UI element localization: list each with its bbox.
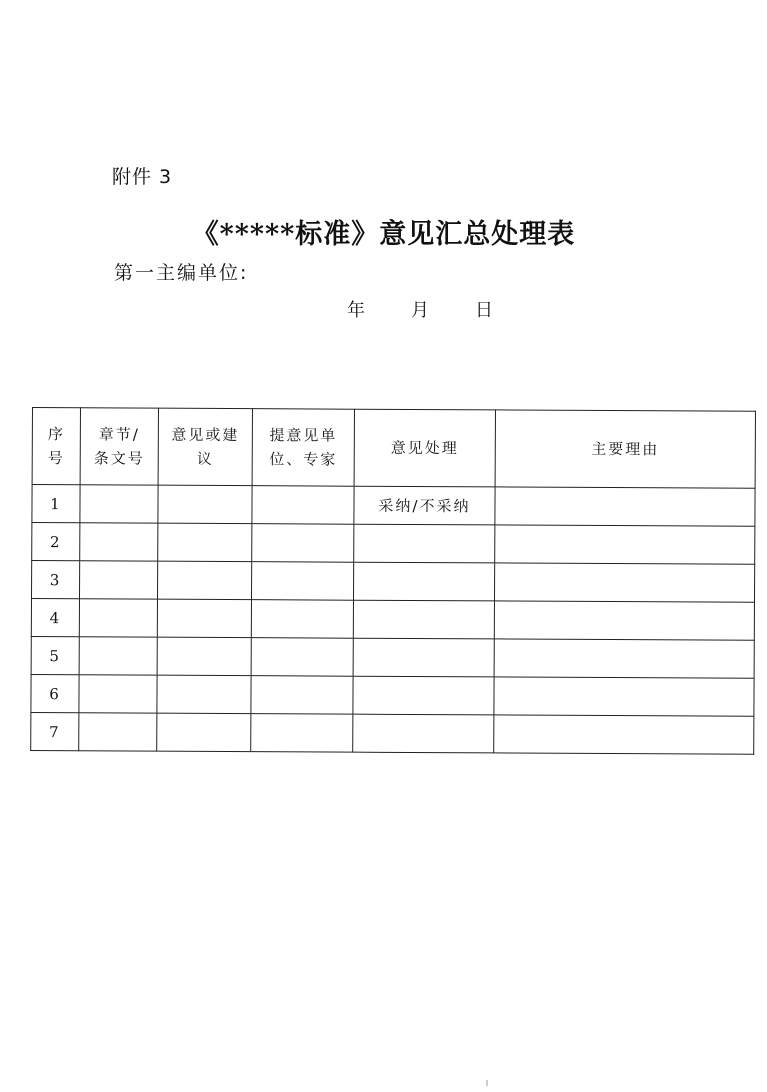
header-proposer-line-1: 提意见单 [269, 426, 338, 445]
cell-handling [353, 600, 494, 639]
header-opinion-line-2: 议 [196, 449, 214, 468]
header-reason: 主要理由 [495, 410, 755, 488]
header-section-line-2: 条文号 [93, 449, 145, 468]
table-header-row [32, 408, 755, 489]
opinion-summary-table [30, 407, 756, 755]
cell-seq: 4 [31, 599, 79, 637]
date-day-label: 日 [475, 300, 493, 321]
date-year-label: 年 [347, 300, 365, 321]
cell-opinion [157, 637, 251, 675]
cell-handling [353, 638, 494, 677]
header-section [80, 408, 158, 485]
cell-reason [494, 563, 754, 602]
cell-section [79, 599, 157, 637]
cell-proposer [252, 486, 354, 525]
cell-opinion [157, 713, 251, 751]
chief-editor-label: 第一主编单位: [114, 262, 249, 284]
cell-reason [494, 715, 754, 754]
cell-section [80, 485, 158, 523]
cell-reason [495, 525, 755, 564]
cell-opinion [157, 599, 251, 637]
header-seq [32, 408, 80, 485]
cell-section [79, 675, 157, 713]
table-row [31, 674, 754, 716]
cell-proposer [251, 638, 353, 677]
cell-proposer [251, 714, 353, 753]
header-handling: 意见处理 [354, 409, 495, 487]
cell-reason [495, 487, 755, 526]
table-row [31, 712, 754, 754]
cell-reason [494, 639, 754, 678]
cell-seq: 6 [31, 674, 79, 712]
cell-section [80, 523, 158, 561]
cell-opinion [158, 485, 252, 523]
attachment-label: 附件 3 [112, 166, 173, 188]
table-row [31, 599, 754, 641]
cell-seq: 2 [32, 523, 80, 561]
table-row [32, 485, 755, 527]
cell-seq: 5 [31, 636, 79, 674]
cell-section [79, 637, 157, 675]
cell-handling [353, 714, 494, 753]
header-seq-line-1: 序 [47, 425, 65, 444]
cell-reason [494, 601, 754, 640]
header-seq-line-2: 号 [47, 449, 65, 468]
date-month-label: 月 [411, 300, 429, 321]
cell-section [79, 561, 157, 599]
document-title: 《*****标准》意见汇总处理表 [191, 219, 576, 250]
cell-proposer [252, 524, 354, 563]
header-section-line-1: 章节/ [98, 425, 140, 444]
table-row [31, 561, 754, 603]
cell-handling: 采纳/不采纳 [354, 486, 495, 525]
table-row [31, 636, 754, 678]
scan-mark [486, 1080, 488, 1086]
header-proposer [252, 409, 354, 487]
header-proposer-line-2: 位、专家 [269, 450, 338, 469]
header-opinion-line-1: 意见或建 [171, 425, 240, 445]
cell-opinion [157, 675, 251, 713]
cell-opinion [158, 523, 252, 561]
cell-handling [353, 676, 494, 715]
table-row [32, 523, 755, 565]
header-opinion [158, 408, 252, 485]
cell-seq: 3 [31, 561, 79, 599]
cell-seq: 7 [31, 712, 79, 750]
cell-seq: 1 [32, 485, 80, 523]
cell-proposer [251, 562, 353, 601]
cell-reason [494, 677, 754, 716]
cell-handling [354, 524, 495, 563]
cell-proposer [251, 676, 353, 715]
cell-opinion [157, 561, 251, 599]
cell-section [79, 713, 157, 751]
cell-handling [353, 562, 494, 601]
cell-proposer [251, 600, 353, 639]
